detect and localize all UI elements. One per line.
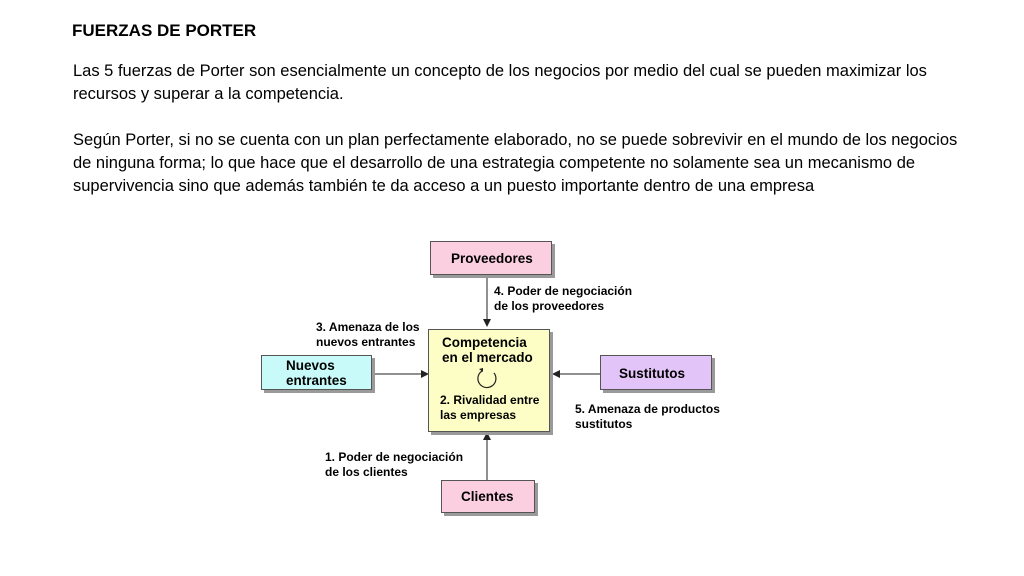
rivalry-label: 2. Rivalidad entre las empresas	[440, 393, 540, 422]
force-clients-label: 1. Poder de negociación de los clientes	[325, 450, 464, 479]
clients-box	[441, 480, 535, 513]
suppliers-box	[430, 241, 552, 275]
slide-title: FUERZAS DE PORTER	[72, 21, 257, 40]
force-new-entrants-label: 3. Amenaza de los nuevos entrantes	[316, 320, 420, 349]
new-entrants-label: Nuevos entrantes	[286, 358, 347, 388]
force-suppliers-label: 4. Poder de negociación de los proveedores	[494, 284, 633, 313]
substitutes-box	[600, 355, 712, 390]
competition-box	[428, 329, 550, 432]
substitutes-label: Sustitutos	[619, 366, 685, 381]
porter-paragraph: Según Porter, si no se cuenta con un plan perfectamente elaborado, no se puede sobrevivir en el mundo de los negocios de ninguna forma; lo que hace que el desarrollo de una estrategia competente no solamente sea un mecanismo de supervivencia sino que además también te da acceso a un puesto importante dentro de una empresa	[73, 131, 958, 195]
clients-label: Clientes	[461, 489, 514, 504]
force-substitutes-label: 5. Amenaza de productos sustitutos	[575, 402, 720, 431]
suppliers-label: Proveedores	[451, 251, 533, 266]
intro-paragraph: Las 5 fuerzas de Porter son esencialmente un concepto de los negocios por medio del cual se pueden maximizar los recursos y superar a la competencia.	[73, 62, 927, 103]
rivalry-cycle-icon	[475, 366, 501, 392]
new-entrants-box	[261, 355, 372, 390]
competition-label: Competencia en el mercado	[442, 335, 533, 365]
